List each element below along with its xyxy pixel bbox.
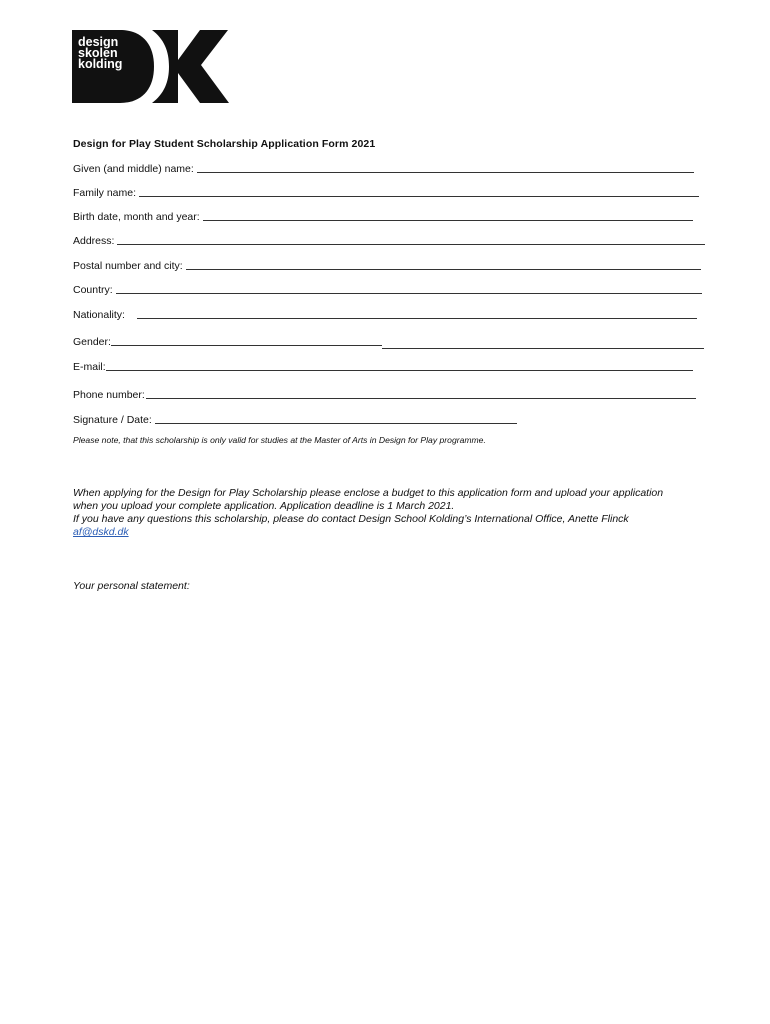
family-name-field[interactable] (73, 187, 699, 199)
nationality-field[interactable] (73, 309, 697, 321)
nationality-label: Nationality: (73, 309, 125, 321)
signature-field[interactable] (73, 414, 517, 426)
nationality-line[interactable] (137, 317, 697, 319)
design-school-kolding-logo (72, 30, 229, 103)
address-line[interactable] (117, 243, 705, 245)
phone-line[interactable] (146, 397, 696, 399)
contact-email-link[interactable]: af@dskd.dk (73, 526, 129, 538)
logo-line-2: skolen (78, 46, 118, 60)
address-field[interactable] (73, 235, 705, 247)
instructions-line-3: If you have any questions this scholarship, please do contact Design School Kolding’s International Office, Anette Flinck (73, 513, 629, 525)
birth-date-line[interactable] (203, 219, 693, 221)
postal-field[interactable] (73, 260, 701, 272)
email-field[interactable] (73, 361, 693, 373)
given-name-line[interactable] (197, 171, 694, 173)
logo-line-1: design (78, 35, 119, 49)
instructions-line-2: when you upload your complete application. Application deadline is 1 March 2021. (73, 500, 455, 512)
given-name-field[interactable] (73, 163, 694, 175)
birth-date-label: Birth date, month and year: (73, 211, 200, 223)
given-name-label: Given (and middle) name: (73, 163, 194, 175)
instructions-line-1: When applying for the Design for Play Scholarship please enclose a budget to this application form and upload your application (73, 487, 664, 499)
country-line[interactable] (116, 292, 702, 294)
gender-line-right[interactable] (382, 347, 704, 349)
instructions-paragraph (73, 487, 723, 539)
phone-label: Phone number: (73, 389, 145, 401)
form-title: Design for Play Student Scholarship Application Form 2021 (73, 138, 376, 150)
scholarship-note: Please note, that this scholarship is only valid for studies at the Master of Arts in Design for Play programme. (73, 435, 486, 445)
signature-line[interactable] (155, 422, 517, 424)
gender-label: Gender: (73, 336, 111, 348)
email-line[interactable] (106, 369, 693, 371)
birth-date-field[interactable] (73, 211, 693, 223)
email-label: E-mail: (73, 361, 106, 373)
gender-line-left[interactable] (111, 344, 382, 346)
postal-label: Postal number and city: (73, 260, 183, 272)
family-name-label: Family name: (73, 187, 137, 199)
country-field[interactable] (73, 284, 702, 296)
personal-statement-label: Your personal statement: (73, 580, 190, 592)
postal-line[interactable] (186, 268, 701, 270)
country-label: Country: (73, 284, 113, 296)
signature-label: Signature / Date: (73, 414, 152, 426)
logo-line-3: kolding (78, 57, 123, 71)
family-name-line[interactable] (139, 195, 699, 197)
gender-field[interactable] (73, 336, 704, 348)
address-label: Address: (73, 235, 115, 247)
phone-field[interactable] (73, 389, 696, 401)
